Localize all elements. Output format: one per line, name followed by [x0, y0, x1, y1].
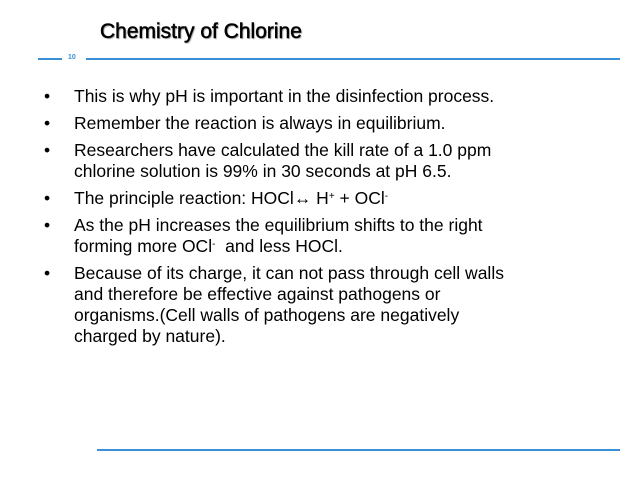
hydrogen-ion: H	[311, 188, 329, 208]
slide-number: 10	[68, 54, 76, 61]
bullet-text-line: Researchers have calculated the kill rate of a 1.0 ppm	[74, 140, 492, 160]
bullet-text-line: Because of its charge, it can not pass through cell walls	[74, 263, 504, 283]
footer-rule	[97, 449, 620, 451]
bullet-item	[40, 140, 620, 182]
bullet-item	[40, 188, 620, 209]
hypochlorite-charge: -	[384, 191, 389, 202]
bullet-dot-icon: •	[44, 113, 51, 133]
bullet-item	[40, 86, 620, 107]
hydrogen-charge: +	[328, 191, 335, 202]
bullet-text-line: charged by nature).	[74, 326, 226, 346]
bullet-text-line: and therefore be effective against pathogens or	[74, 284, 441, 304]
header-rule	[86, 58, 620, 60]
bullet-text-line: forming more OCl	[74, 236, 213, 256]
equilibrium-arrow-icon: ↔	[293, 188, 312, 208]
bullet-text-line: As the pH increases the equilibrium shifts to the right	[74, 215, 483, 235]
hypochlorite-ion: + OCl	[334, 188, 385, 208]
header-rule-left	[38, 58, 62, 60]
slide-title: Chemistry of Chlorine	[100, 20, 302, 43]
bullet-list	[40, 86, 620, 353]
bullet-dot-icon: •	[44, 215, 51, 235]
bullet-text-line: and less HOCl.	[215, 236, 343, 256]
bullet-dot-icon: •	[44, 140, 51, 160]
reaction-prefix: The principle reaction: HOCl	[74, 188, 294, 208]
bullet-item	[40, 113, 620, 134]
bullet-dot-icon: •	[44, 263, 51, 283]
hypochlorite-charge: -	[212, 239, 216, 250]
bullet-text: This is why pH is important in the disinfection process.	[74, 86, 495, 106]
bullet-dot-icon: •	[44, 188, 51, 208]
bullet-item	[40, 263, 620, 347]
bullet-text-line: chlorine solution is 99% in 30 seconds at pH 6.5.	[74, 161, 452, 181]
bullet-text: Remember the reaction is always in equilibrium.	[74, 113, 446, 133]
bullet-text-line: organisms.(Cell walls of pathogens are negatively	[74, 305, 460, 325]
bullet-item	[40, 215, 620, 257]
bullet-dot-icon: •	[44, 86, 51, 106]
